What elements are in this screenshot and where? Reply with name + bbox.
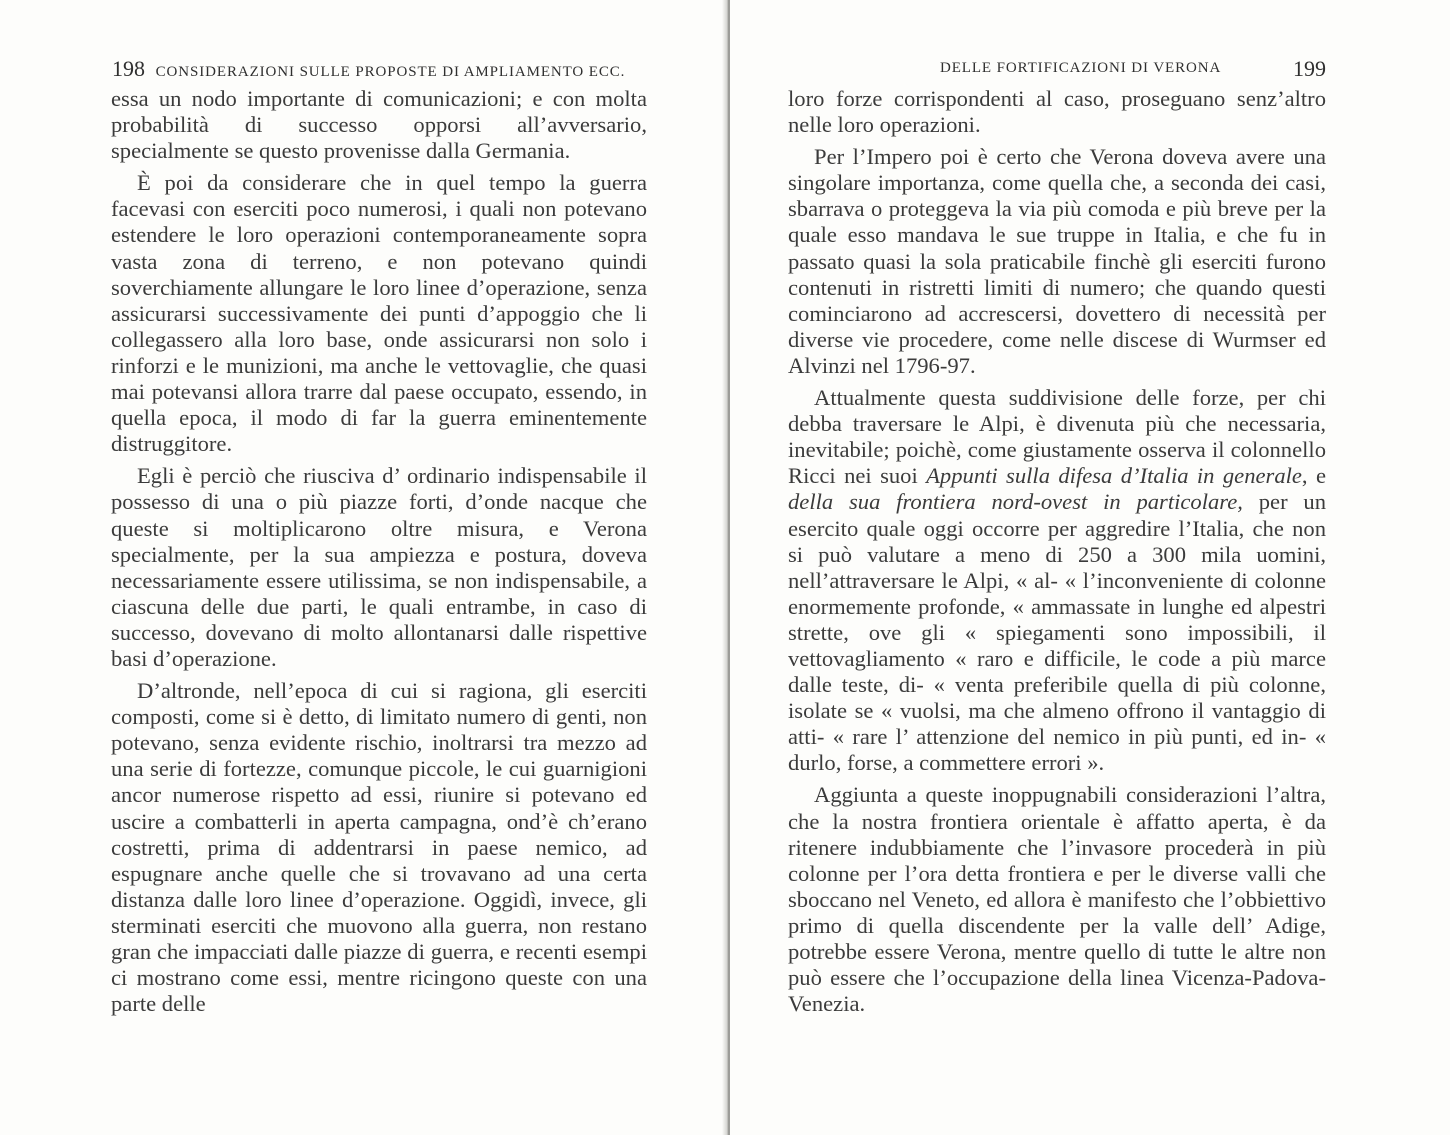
book-title-frontiera: della sua frontiera nord-ovest in particolare, [788,489,1243,515]
paragraph-3-start: Attualmente questa suddivisione delle forze, per chi debba traversare le Alpi, è divenuta più che necessaria, inevitabile; poichè, come giustamente osserva il colonnello Ricci nei suoi [788,385,1326,489]
right-body-text [788,86,1326,1017]
left-paragraph-2: È poi da considerare che in quel tempo la guerra facevasi con eserciti poco numerosi, i quali non potevano estendere le loro operazioni contemporaneamente sopra vasta zona di terreno, e non potevano quindi soverchiamente allungare le loro linee d’operazione, senza assicurarsi successivamente dei punti d’appoggio che li collegassero alla loro base, onde assicurarsi non solo i rinforzi e le munizioni, ma anche le vettovaglie, che quasi mai potevansi allora trarre dal paese occupato, essendo, in quella epoca, il modo di far la guerra eminentemente distruggitore. [111,170,647,457]
right-running-title: DELLE FORTIFICAZIONI DI VERONA [940,60,1222,76]
left-body-text [111,86,647,1017]
right-paragraph-1: loro forze corrispondenti al caso, proseguano senz’altro nelle loro operazioni. [788,86,1326,138]
paragraph-3-mid: , e [1301,463,1326,489]
right-paragraph-3 [788,385,1326,776]
book-title-appunti: Appunti sulla difesa d’Italia in generale [926,463,1302,489]
left-running-head [112,56,647,82]
left-paragraph-1: essa un nodo importante di comunicazioni; e con molta probabilità di successo opporsi all’avversario, specialmente se questo provenisse dalla Germania. [111,86,647,164]
right-page [730,0,1450,1135]
left-paragraph-4: D’altronde, nell’epoca di cui si ragiona, gli eserciti composti, come si è detto, di limitato numero di genti, non potevano, senza evidente rischio, inoltrarsi tra mezzo ad una serie di fortezze, comunque piccole, le cui guarnigioni ancor numerose rispetto ad essi, riunire si potevano ed uscire a combatterli in aperta campagna, ond’è ch’erano costretti, prima di addentrarsi in paese nemico, ad espugnare anche quelle che si trovavano ad una certa distanza dalle loro linee d’operazione. Oggidì, invece, gli sterminati eserciti che muovono alla guerra, non restano gran che impacciati dalle piazze di guerra, e recenti esempi ci mostrano come essi, mentre ricingono queste con una parte delle [111,678,647,1017]
paragraph-3-end: per un esercito quale oggi occorre per aggredire l’Italia, che non si può valutare a meno di 250 a 300 mila uomini, nell’attraversare le Alpi, « al- « l’inconveniente di colonne enormemente profonde, « ammassate in lunghe ed alpestri strette, ove gli « spiegamenti sono impossibili, il vettovagliamento « raro e difficile, le code a più marce dalle teste, di- « venta preferibile quella di più colonne, isolate se « vuolsi, ma che almeno offrono il vantaggio di atti- « rare l’ attenzione del nemico in più punti, ed in- « durlo, forse, a commettere errori ». [788,489,1326,776]
left-running-title: CONSIDERAZIONI SULLE PROPOSTE DI AMPLIAMENTO ECC. [155,64,626,80]
right-paragraph-4: Aggiunta a queste inoppugnabili considerazioni l’altra, che la nostra frontiera orientale è affatto aperta, è da ritenere indubbiamente che l’invasore procederà in più colonne per l’ora detta frontiera e per le diverse valli che sboccano nel Veneto, ed allora è manifesto che l’obbiettivo primo di quella discendente per la valle dell’ Adige, potrebbe essere Verona, mentre quello di tutte le altre non può essere che l’occupazione della linea Vicenza-Padova-Venezia. [788,782,1326,1017]
left-paragraph-3: Egli è perciò che riusciva d’ ordinario indispensabile il possesso di una o più piazze forti, d’onde nacque che queste si moltiplicarono oltre misura, e Verona specialmente, per la sua ampiezza e postura, doveva necessariamente essere utilissima, se non indispensabile, a ciascuna delle due parti, le quali entrambe, in caso di successo, dovevano di molto allontanarsi dalle rispettive basi d’operazione. [111,463,647,671]
right-page-number: 199 [1293,56,1326,81]
right-paragraph-2: Per l’Impero poi è certo che Verona doveva avere una singolare importanza, come quella che, a seconda dei casi, sbarrava o proteggeva la via più comoda e più breve per la quale esso mandava le sue truppe in Italia, e che fu in passato quasi la sola praticabile finchè gli eserciti furono contenuti in ristretti limiti di numero; che quando questi cominciarono ad accrescersi, dovettero di necessità per diverse vie procedere, come nelle discese di Wurmser ed Alvinzi nel 1796-97. [788,144,1326,378]
left-page-number: 198 [112,56,145,81]
